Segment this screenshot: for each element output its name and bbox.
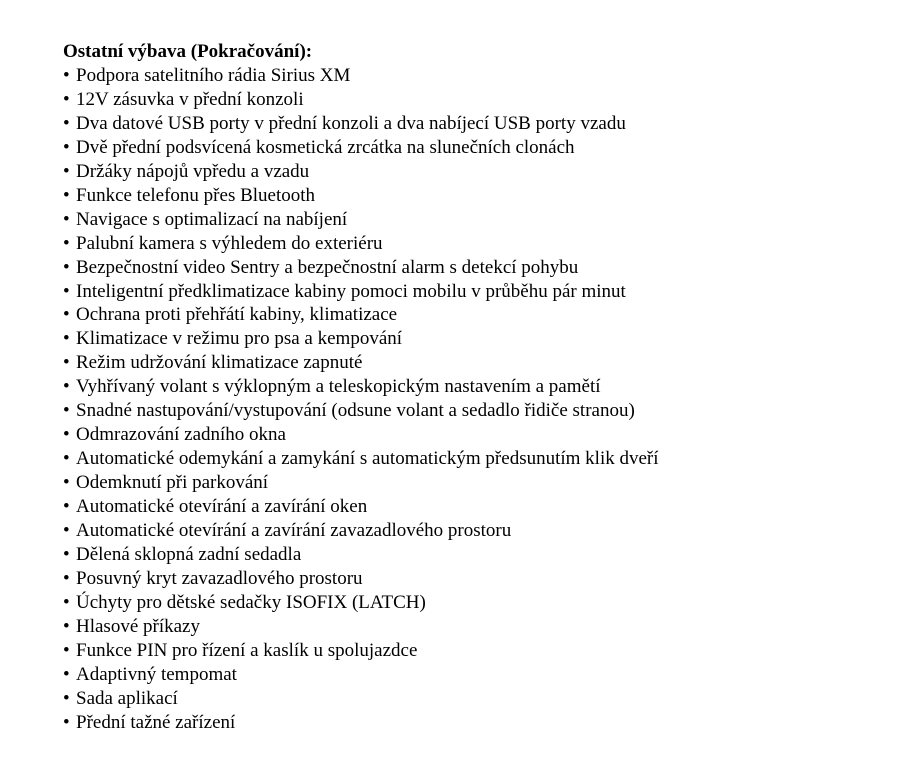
bullet-icon: • (63, 376, 70, 398)
list-item (63, 136, 883, 160)
list-item-text: Dva datové USB porty v přední konzoli a dva nabíjecí USB porty vzadu (76, 112, 626, 134)
bullet-icon: • (63, 663, 70, 685)
list-item (63, 423, 883, 447)
bullet-icon: • (63, 400, 70, 422)
bullet-icon: • (63, 328, 70, 350)
list-item (63, 495, 883, 519)
list-item-text: Automatické otevírání a zavírání oken (76, 496, 368, 518)
list-item-text: Funkce PIN pro řízení a kaslík u spolujazdce (76, 639, 418, 661)
list-item (63, 184, 883, 208)
bullet-icon: • (63, 64, 70, 86)
bullet-icon: • (63, 711, 70, 733)
bullet-icon: • (63, 352, 70, 374)
list-item (63, 351, 883, 375)
list-item-text: Navigace s optimalizací na nabíjení (76, 208, 348, 230)
list-item-text: Posuvný kryt zavazadlového prostoru (76, 567, 363, 589)
bullet-icon: • (63, 687, 70, 709)
list-item-text: Režim udržování klimatizace zapnuté (76, 352, 363, 374)
list-item (63, 64, 883, 88)
bullet-icon: • (63, 496, 70, 518)
list-item (63, 232, 883, 256)
bullet-icon: • (63, 424, 70, 446)
list-item (63, 88, 883, 112)
list-item-text: Automatické otevírání a zavírání zavazadlového prostoru (76, 520, 512, 542)
bullet-icon: • (63, 88, 70, 110)
list-item (63, 160, 883, 184)
bullet-icon: • (63, 472, 70, 494)
list-item (63, 543, 883, 567)
list-item-text: 12V zásuvka v přední konzoli (76, 88, 304, 110)
list-item-text: Držáky nápojů vpředu a vzadu (76, 160, 310, 182)
list-item-text: Přední tažné zařízení (76, 711, 236, 733)
bullet-icon: • (63, 232, 70, 254)
list-item (63, 687, 883, 711)
bullet-icon: • (63, 615, 70, 637)
list-item (63, 615, 883, 639)
list-item (63, 208, 883, 232)
bullet-icon: • (63, 520, 70, 542)
list-item (63, 711, 883, 735)
list-item (63, 303, 883, 327)
list-item (63, 112, 883, 136)
bullet-icon: • (63, 591, 70, 613)
list-item-text: Adaptivný tempomat (76, 663, 237, 685)
bullet-icon: • (63, 112, 70, 134)
list-item-text: Palubní kamera s výhledem do exteriéru (76, 232, 383, 254)
bullet-icon: • (63, 567, 70, 589)
equipment-list (63, 64, 883, 735)
list-item (63, 663, 883, 687)
list-item-text: Odmrazování zadního okna (76, 424, 286, 446)
list-item-text: Úchyty pro dětské sedačky ISOFIX (LATCH) (76, 591, 426, 613)
list-item-text: Sada aplikací (76, 687, 178, 709)
bullet-icon: • (63, 544, 70, 566)
bullet-icon: • (63, 304, 70, 326)
list-item-text: Bezpečnostní video Sentry a bezpečnostní alarm s detekcí pohybu (76, 256, 579, 278)
list-item-text: Automatické odemykání a zamykání s automatickým předsunutím klik dveří (76, 448, 659, 470)
list-item (63, 567, 883, 591)
list-item (63, 399, 883, 423)
bullet-icon: • (63, 184, 70, 206)
list-item-text: Inteligentní předklimatizace kabiny pomoci mobilu v průběhu pár minut (76, 280, 626, 302)
list-item-text: Dvě přední podsvícená kosmetická zrcátka na slunečních clonách (76, 136, 575, 158)
list-item-text: Dělená sklopná zadní sedadla (76, 544, 302, 566)
list-item (63, 519, 883, 543)
bullet-icon: • (63, 448, 70, 470)
list-item-text: Podpora satelitního rádia Sirius XM (76, 64, 351, 86)
list-item (63, 591, 883, 615)
list-item (63, 447, 883, 471)
list-item-text: Odemknutí při parkování (76, 472, 269, 494)
list-item (63, 327, 883, 351)
list-item-text: Klimatizace v režimu pro psa a kempování (76, 328, 403, 350)
list-item (63, 375, 883, 399)
list-item-text: Hlasové příkazy (76, 615, 200, 637)
list-item (63, 471, 883, 495)
list-item-text: Vyhřívaný volant s výklopným a teleskopickým nastavením a pamětí (76, 376, 601, 398)
bullet-icon: • (63, 280, 70, 302)
list-item-text: Snadné nastupování/vystupování (odsune volant a sedadlo řidiče stranou) (76, 400, 635, 422)
list-item (63, 256, 883, 280)
list-item-text: Funkce telefonu přes Bluetooth (76, 184, 316, 206)
bullet-icon: • (63, 136, 70, 158)
document-body (63, 40, 883, 735)
list-item (63, 280, 883, 304)
list-item-text: Ochrana proti přehřátí kabiny, klimatizace (76, 304, 398, 326)
bullet-icon: • (63, 208, 70, 230)
list-item (63, 639, 883, 663)
section-heading: Ostatní výbava (Pokračování): (63, 41, 313, 62)
bullet-icon: • (63, 160, 70, 182)
bullet-icon: • (63, 639, 70, 661)
bullet-icon: • (63, 256, 70, 278)
